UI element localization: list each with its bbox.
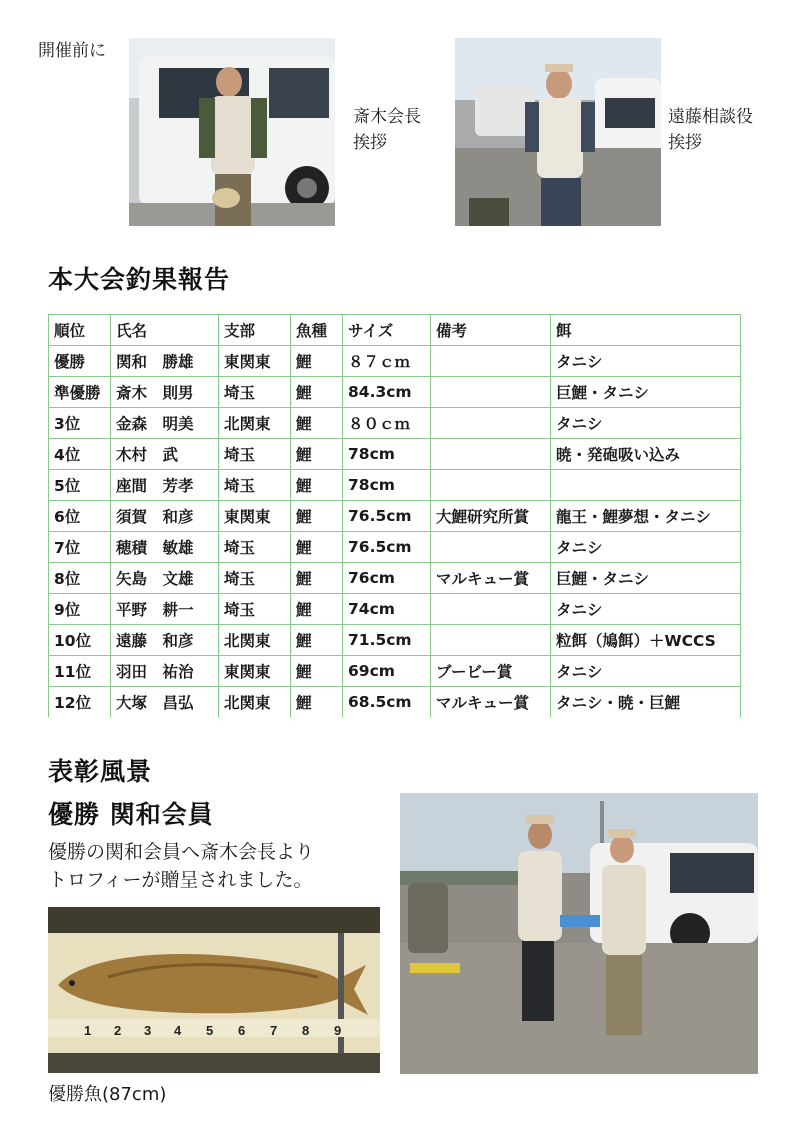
cell-name: 座間 芳孝 xyxy=(111,470,219,501)
table-row xyxy=(49,656,741,687)
award-section-title: 表彰風景 xyxy=(48,757,153,786)
cell-remarks xyxy=(431,408,551,439)
cell-size: 69cm xyxy=(343,656,431,687)
cell-bait: タニシ xyxy=(551,346,741,377)
award-description xyxy=(48,838,314,894)
cell-species: 鯉 xyxy=(291,408,343,439)
cell-species: 鯉 xyxy=(291,625,343,656)
table-row xyxy=(49,594,741,625)
ruler-number-4: 4 xyxy=(174,1023,182,1038)
cell-rank: 8位 xyxy=(49,563,111,594)
cell-remarks xyxy=(431,625,551,656)
cell-bait: タニシ xyxy=(551,532,741,563)
cell-branch: 埼玉 xyxy=(219,377,291,408)
table-row xyxy=(49,532,741,563)
cell-bait: タニシ・暁・巨鯉 xyxy=(551,687,741,718)
header-name: 氏名 xyxy=(111,315,219,346)
cell-branch: 埼玉 xyxy=(219,563,291,594)
advisor-caption xyxy=(668,104,753,156)
ruler-number-3: 3 xyxy=(144,1023,152,1038)
cell-remarks: マルキュー賞 xyxy=(431,563,551,594)
cell-branch: 東関東 xyxy=(219,656,291,687)
cell-rank: 12位 xyxy=(49,687,111,718)
cell-bait: タニシ xyxy=(551,408,741,439)
cell-species: 鯉 xyxy=(291,501,343,532)
cell-name: 金森 明美 xyxy=(111,408,219,439)
award-description-line2: トロフィーが贈呈されました。 xyxy=(48,869,313,891)
cell-bait xyxy=(551,470,741,501)
cell-rank: 7位 xyxy=(49,532,111,563)
cell-species: 鯉 xyxy=(291,470,343,501)
cell-name: 遠藤 和彦 xyxy=(111,625,219,656)
cell-name: 羽田 祐治 xyxy=(111,656,219,687)
cell-rank: 準優勝 xyxy=(49,377,111,408)
cell-rank: 4位 xyxy=(49,439,111,470)
ruler-number-1: 1 xyxy=(84,1023,92,1038)
cell-size: 68.5cm xyxy=(343,687,431,718)
ruler-number-9: 9 xyxy=(334,1023,342,1038)
header-rank: 順位 xyxy=(49,315,111,346)
cell-rank: 6位 xyxy=(49,501,111,532)
cell-remarks: ブービー賞 xyxy=(431,656,551,687)
cell-size: 78cm xyxy=(343,470,431,501)
cell-rank: 10位 xyxy=(49,625,111,656)
cell-size: 78cm xyxy=(343,439,431,470)
cell-species: 鯉 xyxy=(291,687,343,718)
results-table xyxy=(48,314,741,717)
results-body xyxy=(49,346,741,718)
cell-name: 大塚 昌弘 xyxy=(111,687,219,718)
cell-bait: 粒餌（鳩餌）＋WCCS xyxy=(551,625,741,656)
cell-remarks: 大鯉研究所賞 xyxy=(431,501,551,532)
cell-rank: 11位 xyxy=(49,656,111,687)
cell-remarks xyxy=(431,470,551,501)
ruler-number-7: 7 xyxy=(270,1023,278,1038)
table-row xyxy=(49,346,741,377)
table-row xyxy=(49,501,741,532)
cell-species: 鯉 xyxy=(291,377,343,408)
cell-name: 矢島 文雄 xyxy=(111,563,219,594)
table-row xyxy=(49,408,741,439)
cell-size: 74cm xyxy=(343,594,431,625)
cell-size: 84.3cm xyxy=(343,377,431,408)
cell-branch: 東関東 xyxy=(219,346,291,377)
cell-bait: タニシ xyxy=(551,594,741,625)
results-header-row xyxy=(49,315,741,346)
ruler-number-5: 5 xyxy=(206,1023,214,1038)
cell-bait: タニシ xyxy=(551,656,741,687)
cell-remarks xyxy=(431,532,551,563)
cell-branch: 北関東 xyxy=(219,687,291,718)
cell-species: 鯉 xyxy=(291,563,343,594)
cell-branch: 埼玉 xyxy=(219,470,291,501)
cell-remarks xyxy=(431,594,551,625)
chairman-caption-line1: 斎木会長 xyxy=(353,107,421,127)
cell-species: 鯉 xyxy=(291,439,343,470)
cell-branch: 北関東 xyxy=(219,408,291,439)
cell-species: 鯉 xyxy=(291,656,343,687)
cell-size: 71.5cm xyxy=(343,625,431,656)
award-description-line1: 優勝の関和会員へ斎木会長より xyxy=(48,841,315,863)
cell-name: 穂積 敏雄 xyxy=(111,532,219,563)
cell-name: 関和 勝雄 xyxy=(111,346,219,377)
cell-remarks: マルキュー賞 xyxy=(431,687,551,718)
cell-name: 木村 武 xyxy=(111,439,219,470)
cell-branch: 北関東 xyxy=(219,625,291,656)
header-species: 魚種 xyxy=(291,315,343,346)
results-title: 本大会釣果報告 xyxy=(48,265,231,294)
ruler-number-6: 6 xyxy=(238,1023,246,1038)
cell-name: 斎木 則男 xyxy=(111,377,219,408)
cell-branch: 埼玉 xyxy=(219,439,291,470)
cell-size: ８０ｃｍ xyxy=(343,408,431,439)
cell-remarks xyxy=(431,346,551,377)
cell-bait: 龍王・鯉夢想・タニシ xyxy=(551,501,741,532)
cell-remarks xyxy=(431,439,551,470)
cell-branch: 埼玉 xyxy=(219,594,291,625)
chairman-caption-line2: 挨拶 xyxy=(353,133,387,153)
cell-species: 鯉 xyxy=(291,532,343,563)
cell-remarks xyxy=(431,377,551,408)
cell-bait: 暁・発砲吸い込み xyxy=(551,439,741,470)
ruler-number-8: 8 xyxy=(302,1023,310,1038)
advisor-caption-line2: 挨拶 xyxy=(668,133,702,153)
header-branch: 支部 xyxy=(219,315,291,346)
header-remarks: 備考 xyxy=(431,315,551,346)
cell-species: 鯉 xyxy=(291,346,343,377)
cell-size: 76cm xyxy=(343,563,431,594)
cell-name: 須賀 和彦 xyxy=(111,501,219,532)
cell-name: 平野 耕一 xyxy=(111,594,219,625)
cell-size: 76.5cm xyxy=(343,501,431,532)
cell-bait: 巨鯉・タニシ xyxy=(551,377,741,408)
cell-branch: 埼玉 xyxy=(219,532,291,563)
cell-rank: 3位 xyxy=(49,408,111,439)
advisor-caption-line1: 遠藤相談役 xyxy=(668,107,753,127)
winner-title: 優勝 関和会員 xyxy=(48,800,214,829)
chairman-caption xyxy=(353,104,421,156)
table-row xyxy=(49,687,741,718)
cell-rank: 9位 xyxy=(49,594,111,625)
ruler-number-2: 2 xyxy=(114,1023,122,1038)
cell-species: 鯉 xyxy=(291,594,343,625)
cell-size: ８７ｃｍ xyxy=(343,346,431,377)
winning-fish-photo xyxy=(48,907,380,1073)
table-row xyxy=(49,563,741,594)
chairman-greeting-photo xyxy=(129,38,335,226)
table-row xyxy=(49,470,741,501)
cell-branch: 東関東 xyxy=(219,501,291,532)
cell-size: 76.5cm xyxy=(343,532,431,563)
cell-rank: 優勝 xyxy=(49,346,111,377)
advisor-greeting-photo xyxy=(455,38,661,226)
cell-bait: 巨鯉・タニシ xyxy=(551,563,741,594)
table-row xyxy=(49,377,741,408)
fish-caption: 優勝魚(87cm) xyxy=(48,1084,167,1105)
trophy-presentation-photo xyxy=(400,793,758,1074)
cell-rank: 5位 xyxy=(49,470,111,501)
header-size: サイズ xyxy=(343,315,431,346)
table-row xyxy=(49,625,741,656)
header-bait: 餌 xyxy=(551,315,741,346)
table-row xyxy=(49,439,741,470)
before-event-label: 開催前に xyxy=(38,41,106,61)
